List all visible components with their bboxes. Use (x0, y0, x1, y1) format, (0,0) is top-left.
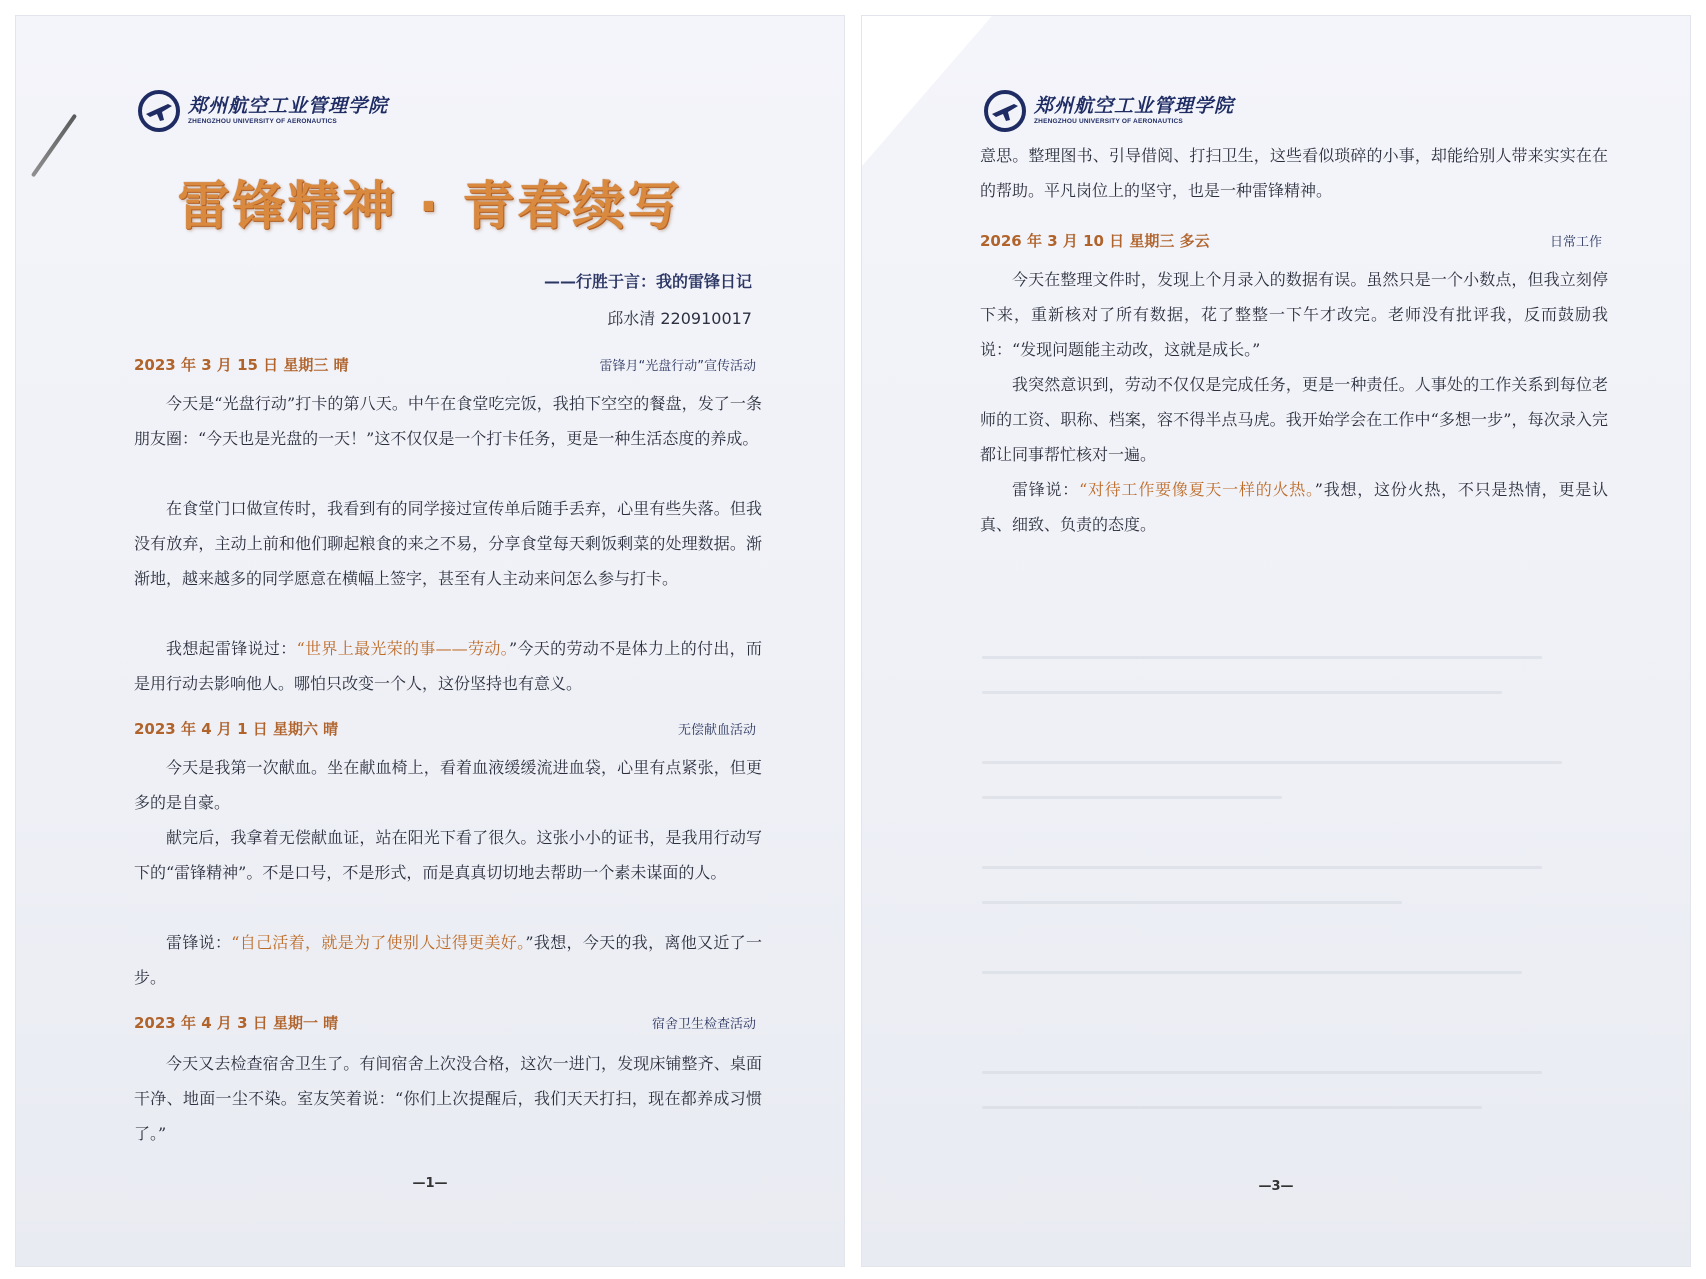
diary-entry-header (134, 1012, 756, 1033)
document-page-1 (16, 16, 844, 1266)
logo-chinese-name: 郑州航空工业管理学院 (1034, 94, 1235, 117)
entry-paragraph (134, 631, 762, 701)
continued-paragraph: 意思。整理图书、引导借阅、打扫卫生，这些看似琐碎的小事，却能给别人带来实实在在的帮助。平凡岗位上的坚守，也是一种雷锋精神。 (980, 146, 1608, 200)
entry-paragraph: 今天在整理文件时，发现上个月录入的数据有误。虽然只是一个小数点，但我立刻停下来，重新核对了所有数据，花了整整一下午才改完。老师没有批评我，反而鼓励我说：“发现问题能主动改，这就是成长。” (980, 270, 1608, 359)
entry-date: 2023 年 4 月 1 日 星期六 晴 (134, 720, 339, 738)
paragraph-tail: ”我想，今天的我，离他又近了一步。 (134, 933, 762, 987)
entry-date: 2023 年 3 月 15 日 星期三 晴 (134, 356, 349, 374)
university-logo (138, 90, 388, 132)
paragraph-lead: 我想起雷锋说过： (166, 639, 297, 658)
entry-paragraph (134, 925, 762, 995)
diary-entry-header (134, 354, 756, 375)
document-page-3 (862, 16, 1690, 1266)
entry-paragraph: 今天是“光盘行动”打卡的第八天。中午在食堂吃完饭，我拍下空空的餐盘，发了一条朋友圈：“今天也是光盘的一天！”这不仅仅是一个打卡任务，更是一种生活态度的养成。 (134, 394, 762, 448)
page-number: —1— (412, 1176, 448, 1191)
paragraph-lead: 雷锋说： (1012, 480, 1080, 499)
paragraph-tail: ”今天的劳动不是体力上的付出，而是用行动去影响他人。哪怕只改变一个人，这份坚持也有意义。 (134, 639, 762, 693)
logo-english-name: ZHENGZHOU UNIVERSITY OF AERONAUTICS (1034, 117, 1183, 125)
document-subtitle: ——行胜于言：我的雷锋日记 (543, 272, 752, 291)
bleed-through-line (982, 866, 1542, 869)
diary-entry-header (134, 718, 756, 739)
entry-paragraph: 我突然意识到，劳动不仅仅是完成任务，更是一种责任。人事处的工作关系到每位老师的工资、职称、档案，容不得半点马虎。我开始学会在工作中“多想一步”，每次录入完都让同事帮忙核对一遍。 (980, 375, 1608, 464)
entry-paragraph: 献完后，我拿着无偿献血证，站在阳光下看了很久。这张小小的证书，是我用行动写下的“雷锋精神”。不是口号，不是形式，而是真真切切地去帮助一个素未谋面的人。 (134, 828, 762, 882)
bleed-through-line (982, 691, 1502, 694)
paragraph-tail: ”我想，这份火热，不只是热情，更是认真、细致、负责的态度。 (980, 480, 1608, 534)
bleed-through-line (982, 761, 1562, 764)
entry-tag: 无偿献血活动 (677, 723, 756, 738)
university-logo (984, 90, 1234, 132)
folded-corner (862, 16, 992, 166)
entry-paragraph: 今天是我第一次献血。坐在献血椅上，看着血液缓缓流进血袋，心里有点紧张，但更多的是自豪。 (134, 758, 762, 812)
bleed-through-line (982, 1071, 1542, 1074)
entry-date: 2026 年 3 月 10 日 星期三 多云 (980, 232, 1210, 250)
document-title: 雷锋精神 · 青春续写 (177, 177, 683, 237)
bleed-through-line (982, 796, 1282, 799)
university-emblem-icon (984, 90, 1026, 132)
bleed-through-line (982, 1106, 1482, 1109)
entry-tag: 雷锋月“光盘行动”宣传活动 (599, 359, 756, 374)
bleed-through-line (982, 901, 1402, 904)
leifeng-quote: “自己活着，就是为了使别人过得更美好。 (231, 933, 526, 952)
logo-english-name: ZHENGZHOU UNIVERSITY OF AERONAUTICS (188, 117, 337, 125)
paragraph-lead: 雷锋说： (166, 933, 232, 952)
page-number: —3— (1258, 1179, 1294, 1194)
university-emblem-icon (138, 90, 180, 132)
leifeng-quote: “世界上最光荣的事——劳动。 (296, 639, 509, 658)
entry-tag: 日常工作 (1549, 235, 1602, 250)
diary-entry-header (980, 230, 1602, 251)
entry-paragraph: 今天又去检查宿舍卫生了。有间宿舍上次没合格，这次一进门，发现床铺整齐、桌面干净、地面一尘不染。室友笑着说：“你们上次提醒后，我们天天打扫，现在都养成习惯了。” (134, 1054, 762, 1143)
leifeng-quote: “对待工作要像夏天一样的火热。 (1079, 480, 1315, 499)
entry-tag: 宿舍卫生检查活动 (651, 1017, 756, 1032)
bleed-through-line (982, 971, 1522, 974)
entry-paragraph (980, 472, 1608, 542)
bleed-through-line (982, 656, 1542, 659)
author-line: 邱水清 220910017 (607, 309, 752, 328)
logo-chinese-name: 郑州航空工业管理学院 (188, 94, 389, 117)
entry-date: 2023 年 4 月 3 日 星期一 晴 (134, 1014, 339, 1032)
entry-paragraph: 在食堂门口做宣传时，我看到有的同学接过宣传单后随手丢弃，心里有些失落。但我没有放弃，主动上前和他们聊起粮食的来之不易，分享食堂每天剩饭剩菜的处理数据。渐渐地，越来越多的同学愿意在横幅上签字，甚至有人主动来问怎么参与打卡。 (134, 499, 762, 588)
